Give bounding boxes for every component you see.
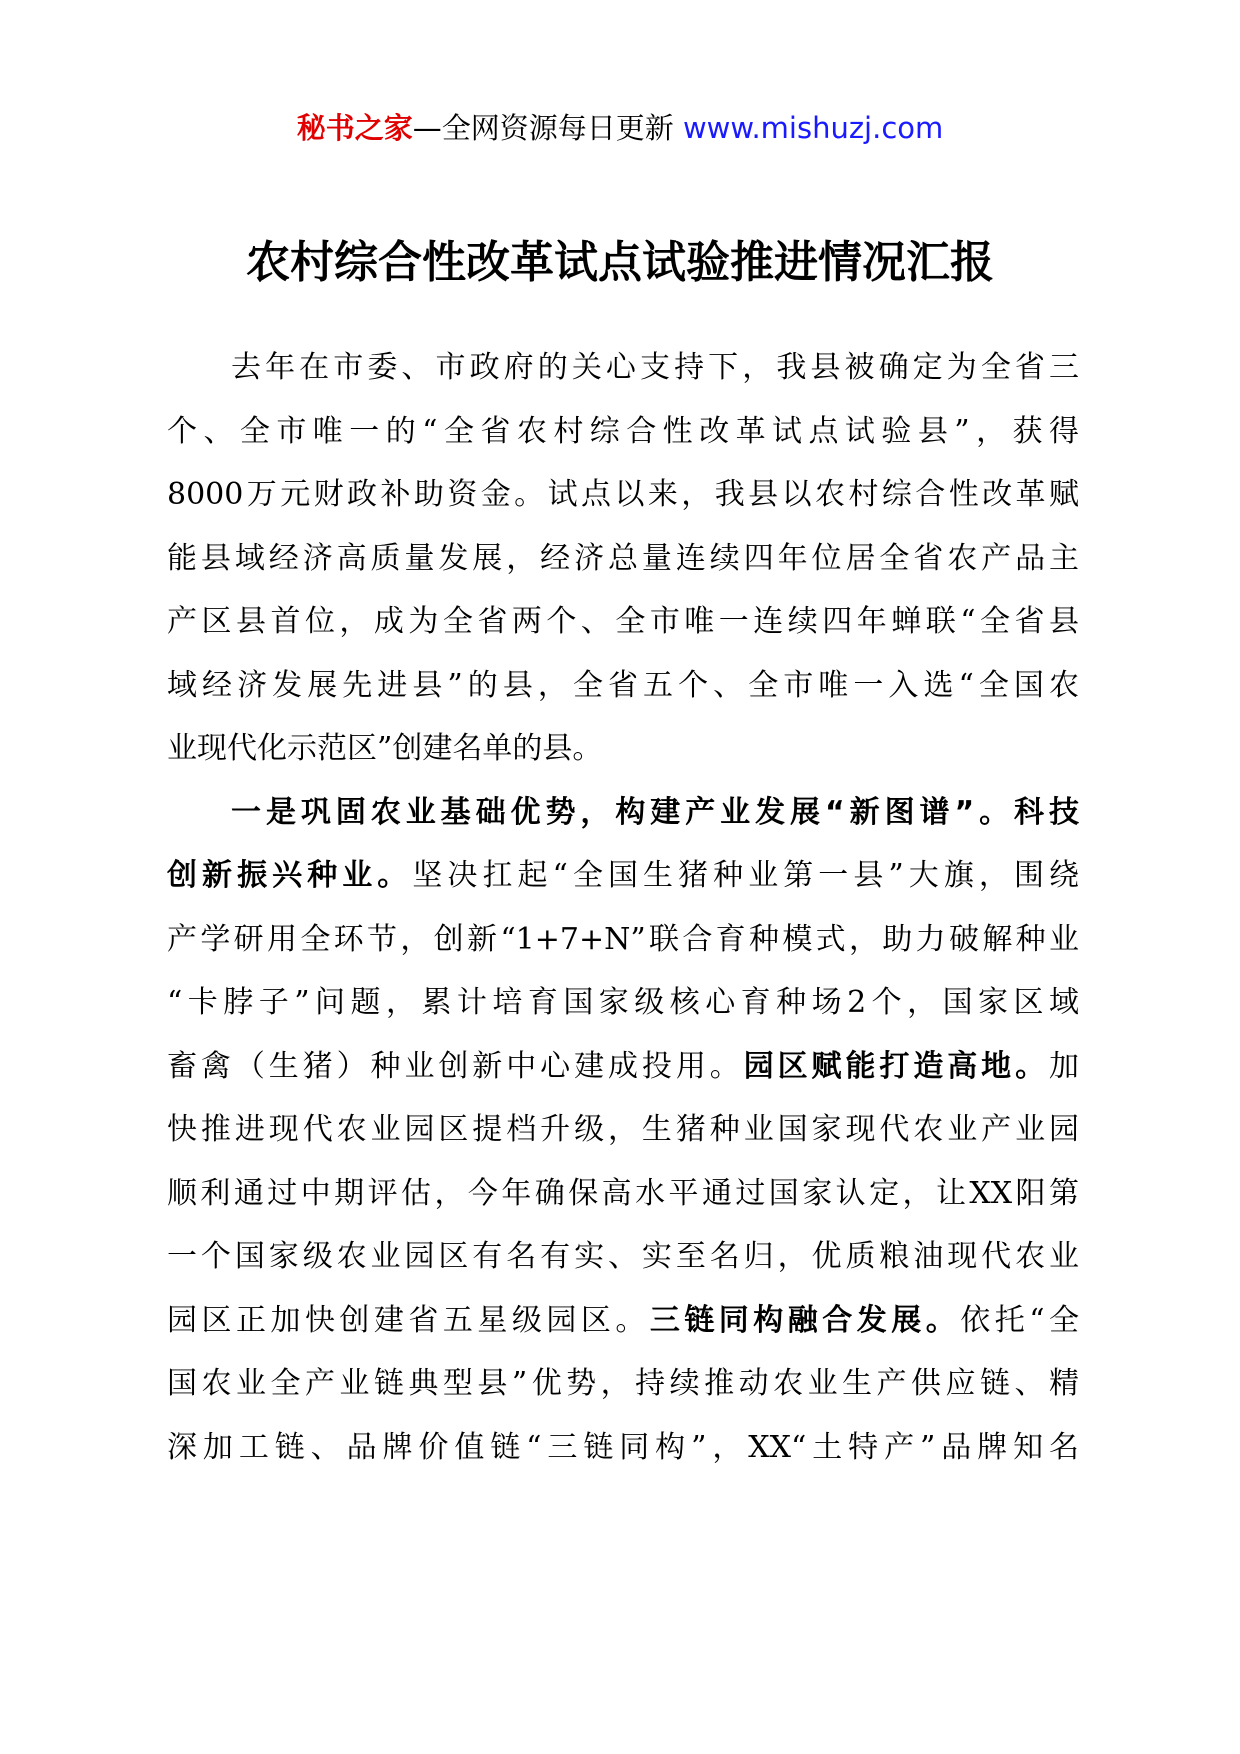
- text-line: [167, 1289, 1079, 1353]
- text-line: [167, 844, 1079, 908]
- brand-name: 秘书之家: [296, 111, 413, 145]
- section-heading-line: 一是巩固农业基础优势，构建产业发展“新图谱”。科技: [231, 794, 1079, 830]
- text-line: 顺利通过中期评估，今年确保高水平通过国家认定，让XX阳第: [167, 1175, 1079, 1211]
- text-run: 畜禽（生猪）种业创新中心建成投用。: [167, 1048, 744, 1084]
- text-line: 快推进现代农业园区提档升级，生猪种业国家现代农业产业园: [167, 1112, 1079, 1147]
- header-tagline: —全网资源每日更新: [412, 111, 683, 145]
- site-url[interactable]: www.mishuzj.com: [682, 111, 944, 145]
- text-line: 8000万元财政补助资金。试点以来，我县以农村综合性改革赋: [167, 477, 1079, 512]
- text-line: 产学研用全环节，创新“1+7+N”联合育种模式，助力破解种业: [167, 921, 1079, 957]
- text-line: 去年在市委、市政府的关心支持下，我县被确定为全省三: [231, 350, 1079, 385]
- text-line: 产区县首位，成为全省两个、全市唯一连续四年蝉联“全省县: [167, 604, 1079, 639]
- text-line: 个、全市唯一的“全省农村综合性改革试点试验县”，获得: [167, 413, 1079, 449]
- document-body: [167, 336, 1079, 1479]
- subheading-three-chains: 三链同构融合发展。: [649, 1302, 961, 1338]
- text-run: 园区正加快创建省五星级园区。: [167, 1302, 650, 1338]
- text-run: 坚决扛起“全国生猪种业第一县”大旗，围绕: [412, 858, 1079, 893]
- text-run: 依托“全: [960, 1302, 1080, 1338]
- site-header: [0, 100, 1240, 156]
- text-line: 域经济发展先进县”的县，全省五个、全市唯一入选“全国农: [167, 667, 1079, 703]
- subheading-park: 园区赋能打造高地。: [743, 1048, 1050, 1084]
- text-line: 一个国家级农业园区有名有实、实至名归，优质粮油现代农业: [167, 1239, 1079, 1274]
- text-line: “卡脖子”问题，累计培育国家级核心育种场2个，国家区域: [167, 985, 1079, 1020]
- text-line: 业现代化示范区”创建名单的县。: [167, 731, 603, 766]
- document-title: 农村综合性改革试点试验推进情况汇报: [246, 237, 994, 288]
- text-line: 深加工链、品牌价值链“三链同构”，XX“土特产”品牌知名: [167, 1429, 1079, 1465]
- text-line: 国农业全产业链典型县”优势，持续推动农业生产供应链、精: [167, 1366, 1079, 1401]
- paragraph-section-one: [167, 781, 1079, 1480]
- paragraph-intro: [167, 336, 1079, 781]
- text-run: 加: [1049, 1048, 1080, 1084]
- text-line: [167, 1035, 1079, 1099]
- subheading-seed-industry: 创新振兴种业。: [167, 858, 413, 893]
- text-line: 能县域经济高质量发展，经济总量连续四年位居全省农产品主: [167, 540, 1079, 576]
